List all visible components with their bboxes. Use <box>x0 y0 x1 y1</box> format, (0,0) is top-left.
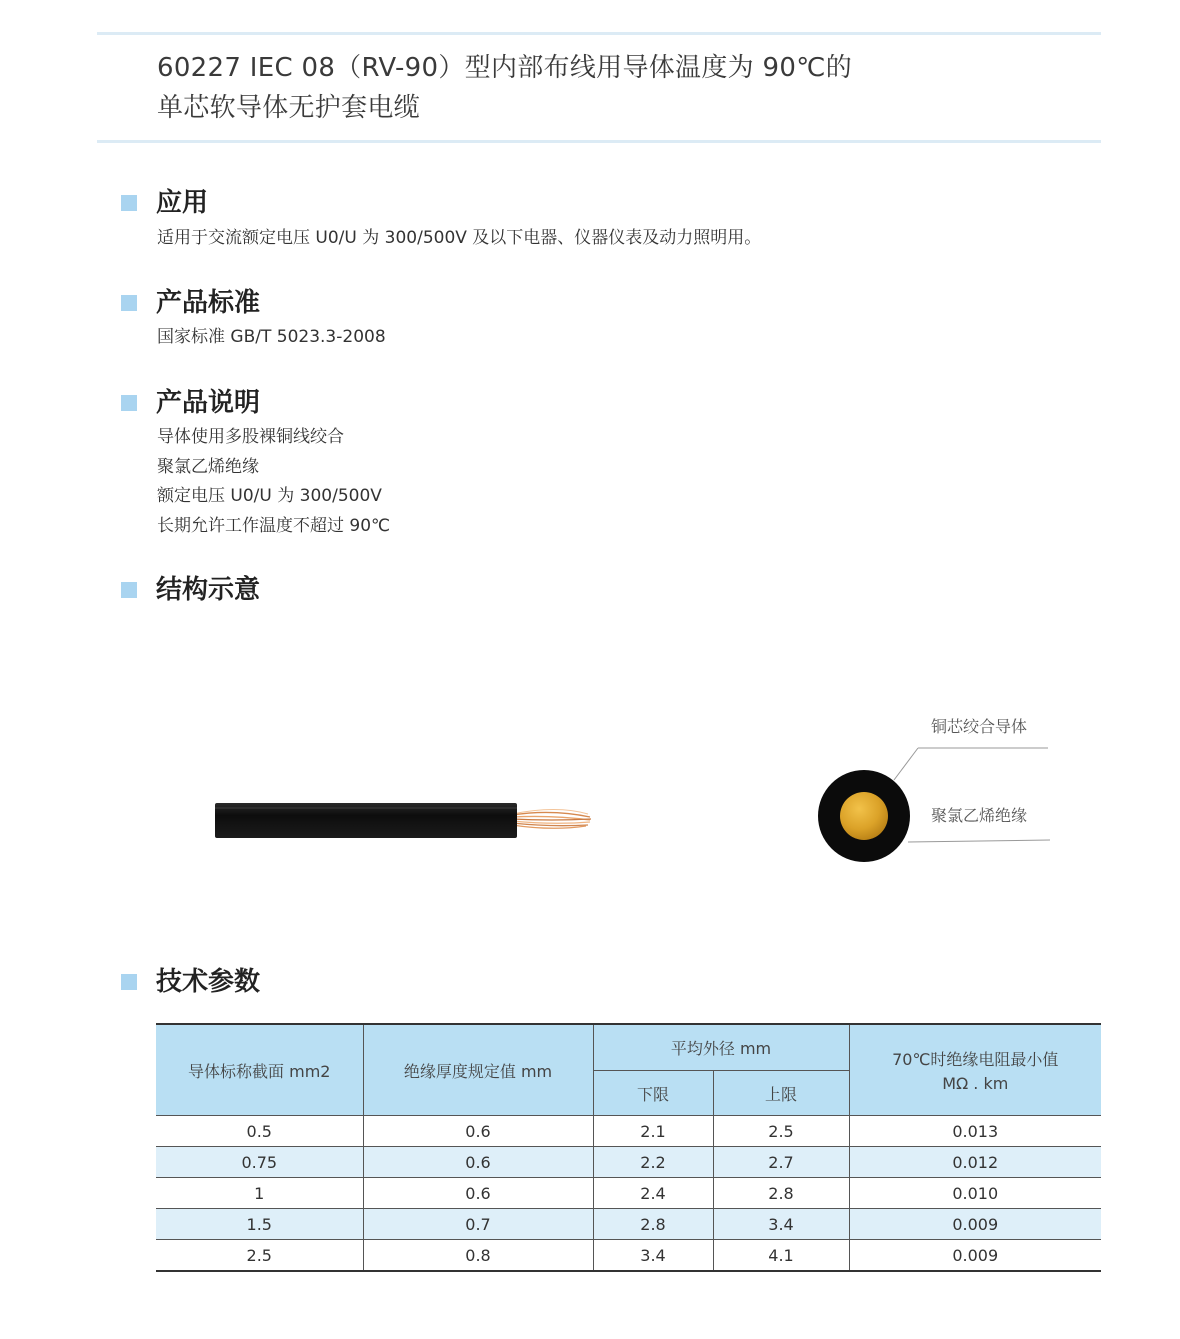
top-divider <box>97 32 1101 35</box>
header-resistance-unit: MΩ . km <box>942 1074 1009 1093</box>
table-cell: 4.1 <box>713 1240 849 1272</box>
header-insulation: 绝缘厚度规定值 mm <box>363 1024 593 1116</box>
section-label: 应用 <box>156 188 209 218</box>
table-cell: 3.4 <box>593 1240 713 1272</box>
table-cell: 3.4 <box>713 1209 849 1240</box>
header-resistance-line: 70℃时绝缘电阻最小值 <box>892 1050 1059 1069</box>
table-cell: 2.4 <box>593 1178 713 1209</box>
table-cell: 2.8 <box>713 1178 849 1209</box>
section-square-icon <box>121 195 137 211</box>
title-line-2: 单芯软导体无护套电缆 <box>157 93 421 123</box>
description-line: 导体使用多股裸铜线绞合 <box>157 427 344 447</box>
table-row <box>156 1147 1101 1178</box>
title-divider <box>97 140 1101 143</box>
section-square-icon <box>121 974 137 990</box>
table-cell: 0.013 <box>849 1116 1101 1147</box>
standard-line: 国家标准 GB/T 5023.3-2008 <box>157 327 386 347</box>
header-resistance <box>849 1024 1101 1116</box>
header-avg-diameter: 平均外径 mm <box>593 1024 849 1071</box>
section-label: 结构示意 <box>156 575 261 605</box>
section-square-icon <box>121 582 137 598</box>
section-label: 产品说明 <box>156 388 261 418</box>
table-cell: 2.7 <box>713 1147 849 1178</box>
application-line: 适用于交流额定电压 U0/U 为 300/500V 及以下电器、仪器仪表及动力照明用。 <box>157 228 762 248</box>
table-cell: 0.75 <box>156 1147 363 1178</box>
copper-core <box>840 792 888 840</box>
table-cell: 1.5 <box>156 1209 363 1240</box>
table-cell: 1 <box>156 1178 363 1209</box>
header-cross-section: 导体标称截面 mm2 <box>156 1024 363 1116</box>
header-lower: 下限 <box>593 1071 713 1116</box>
table-row <box>156 1240 1101 1272</box>
table-cell: 0.009 <box>849 1240 1101 1272</box>
table-cell: 2.5 <box>156 1240 363 1272</box>
table-cell: 0.010 <box>849 1178 1101 1209</box>
section-label: 产品标准 <box>156 288 261 318</box>
callout-insulation: 聚氯乙烯绝缘 <box>931 806 1028 825</box>
table-cell: 2.5 <box>713 1116 849 1147</box>
copper-strands-icon <box>512 810 591 829</box>
table-cell: 0.8 <box>363 1240 593 1272</box>
header-upper: 上限 <box>713 1071 849 1116</box>
table-cell: 0.6 <box>363 1147 593 1178</box>
table-cell: 0.7 <box>363 1209 593 1240</box>
spec-table <box>156 1023 1101 1272</box>
description-line: 额定电压 U0/U 为 300/500V <box>157 486 382 506</box>
application-text <box>157 224 761 254</box>
table-row <box>156 1178 1101 1209</box>
description-list <box>157 423 390 541</box>
description-line: 长期允许工作温度不超过 90℃ <box>157 515 391 536</box>
section-square-icon <box>121 395 137 411</box>
table-cell: 2.8 <box>593 1209 713 1240</box>
table-cell: 2.2 <box>593 1147 713 1178</box>
table-row <box>156 1209 1101 1240</box>
table-cell: 0.5 <box>156 1116 363 1147</box>
section-label: 技术参数 <box>156 967 261 997</box>
table-cell: 0.012 <box>849 1147 1101 1178</box>
section-square-icon <box>121 295 137 311</box>
table-cell: 0.009 <box>849 1209 1101 1240</box>
table-row <box>156 1116 1101 1147</box>
table-cell: 0.6 <box>363 1116 593 1147</box>
page-title <box>157 48 1057 128</box>
table-cell: 2.1 <box>593 1116 713 1147</box>
description-line: 聚氯乙烯绝缘 <box>157 456 259 477</box>
title-line-1: 60227 IEC 08（RV-90）型内部布线用导体温度为 90℃的 <box>157 53 852 83</box>
callout-conductor: 铜芯绞合导体 <box>931 717 1028 736</box>
cable-side-illustration <box>212 795 602 845</box>
standard-text <box>157 323 386 353</box>
table-cell: 0.6 <box>363 1178 593 1209</box>
